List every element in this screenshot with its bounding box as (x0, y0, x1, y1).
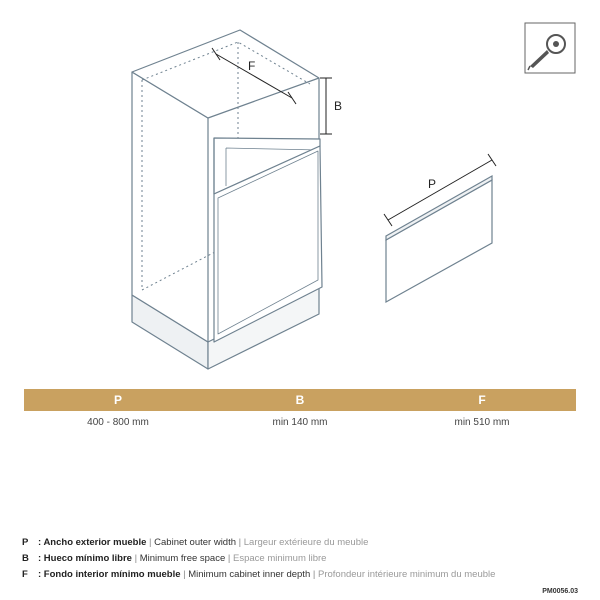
legend-french: Profondeur intérieure minimum du meuble (317, 569, 496, 580)
label-p: P (428, 177, 437, 191)
value-p: 400 - 800 mm (87, 417, 149, 428)
header-f: F (478, 393, 486, 407)
header-p: P (113, 393, 122, 407)
legend-row-f: F : Fondo interior mínimo mueble | Minimum cabinet inner depth | Profondeur intérieure minimum du meuble (22, 567, 495, 583)
legend-english: Minimum cabinet inner depth (188, 569, 311, 580)
legend-spanish: : Hueco mínimo libre (38, 553, 132, 564)
drawer-panel (386, 176, 492, 302)
legend-french: Espace minimum libre (233, 553, 327, 564)
label-f: F (248, 59, 256, 73)
table-header-band (24, 389, 576, 411)
legend-english: Minimum free space (139, 553, 226, 564)
legend-spanish: : Fondo interior mínimo mueble (38, 569, 181, 580)
legend (22, 535, 495, 583)
legend-key: F (22, 569, 28, 580)
legend-row-p: P : Ancho exterior mueble | Cabinet outer width | Largeur extérieure du meuble (22, 535, 495, 551)
value-f: min 510 mm (454, 417, 510, 428)
dimension-b (320, 78, 332, 134)
tape-measure-icon (525, 23, 575, 73)
legend-key: P (22, 537, 29, 548)
value-b: min 140 mm (272, 417, 328, 428)
legend-spanish: : Ancho exterior mueble (38, 537, 147, 548)
legend-key: B (22, 553, 29, 564)
legend-row-b: B : Hueco mínimo libre | Minimum free space | Espace minimum libre (22, 551, 495, 567)
legend-english: Cabinet outer width (154, 537, 237, 548)
cabinet (132, 30, 322, 369)
label-b: B (334, 99, 343, 113)
table-values-row (24, 416, 576, 432)
header-b: B (295, 393, 305, 407)
reference-code: PM0056.03 (542, 588, 578, 595)
legend-french: Largeur extérieure du meuble (243, 537, 369, 548)
